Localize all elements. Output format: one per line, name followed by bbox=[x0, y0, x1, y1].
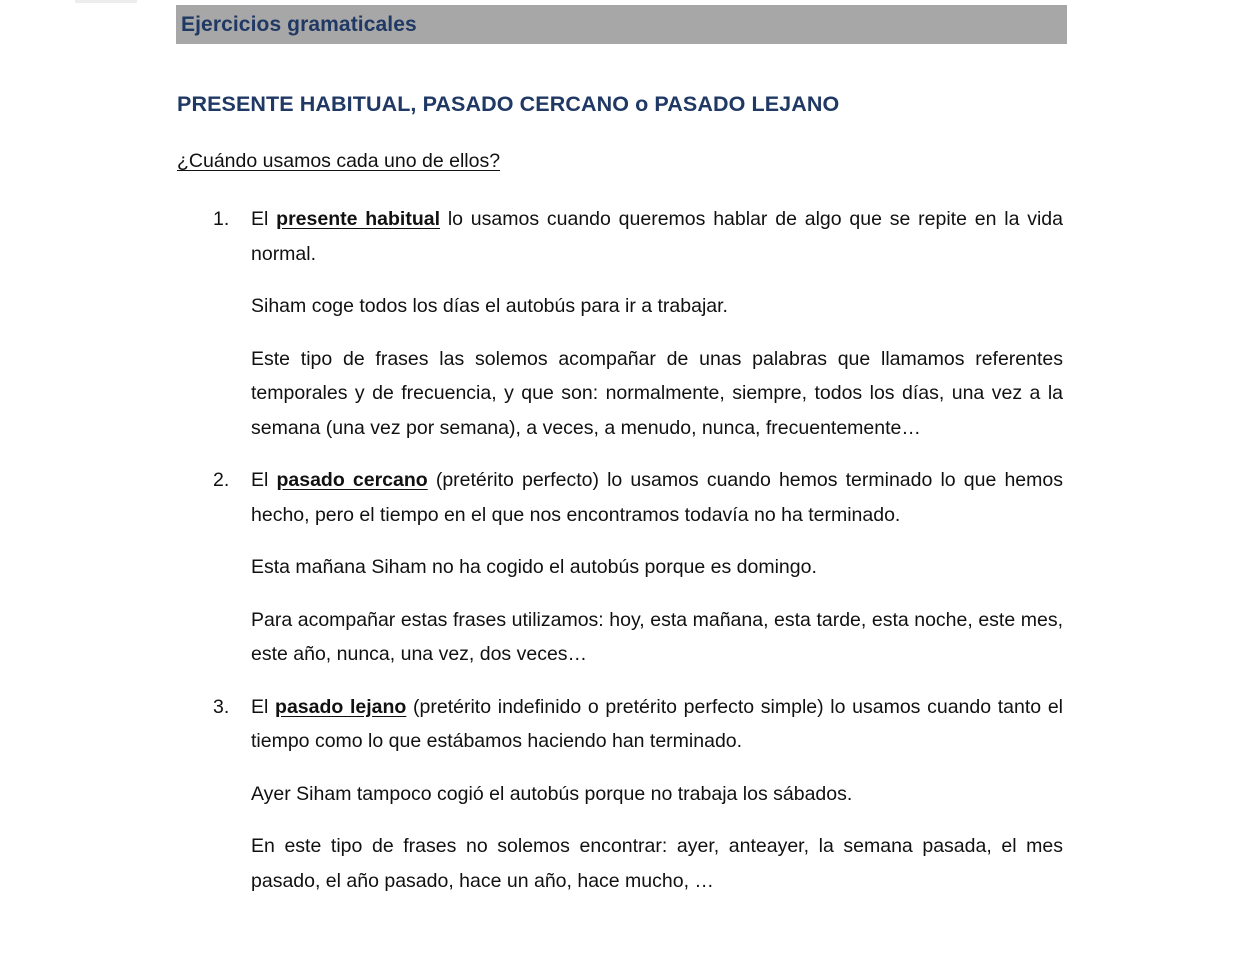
page-title: PRESENTE HABITUAL, PASADO CERCANO o PASADO LEJANO bbox=[177, 92, 840, 116]
grammar-term: pasado cercano bbox=[276, 469, 428, 491]
example-sentence: Ayer Siham tampoco cogió el autobús porque no trabaja los sábados. bbox=[251, 782, 853, 805]
list-item-number: 2. bbox=[213, 469, 230, 491]
list-item-body bbox=[251, 690, 1063, 917]
document-body bbox=[177, 92, 1063, 916]
definition-rest: (pretérito indefinido o pretérito perfecto simple) lo usamos cuando tanto el tiempo como lo que estábamos haciendo han terminado. bbox=[251, 695, 1063, 752]
list-item-number: 3. bbox=[213, 695, 230, 718]
numbered-list bbox=[177, 202, 1063, 916]
list-item-2 bbox=[177, 463, 1063, 690]
definition-rest: (pretérito perfecto) lo usamos cuando hemos terminado lo que hemos hecho, pero el tiempo en el que nos encontramos todavía no ha terminado. bbox=[251, 469, 1063, 526]
usage-note: Este tipo de frases las solemos acompañar de unas palabras que llamamos referentes temporales y de frecuencia, y que son: normalmente, siempre, todos los días, una vez a la semana (una vez por semana), a veces, a menudo, nunca, frecuentemente… bbox=[251, 347, 1063, 439]
scan-artifact bbox=[75, 0, 137, 3]
definition-paragraph bbox=[251, 202, 1063, 271]
usage-note: Para acompañar estas frases utilizamos: hoy, esta mañana, esta tarde, esta noche, este mes, este año, nunca, una vez, dos veces… bbox=[251, 608, 1063, 665]
subtitle-question: ¿Cuándo usamos cada uno de ellos? bbox=[177, 150, 501, 172]
definition-lead: El bbox=[251, 208, 277, 230]
list-item-body bbox=[251, 202, 1063, 463]
example-sentence: Siham coge todos los días el autobús para ir a trabajar. bbox=[251, 295, 728, 317]
definition-paragraph bbox=[251, 690, 1063, 759]
definition-rest: lo usamos cuando queremos hablar de algo que se repite en la vida normal. bbox=[251, 208, 1063, 265]
list-item-3 bbox=[177, 690, 1063, 917]
grammar-term: presente habitual bbox=[276, 208, 441, 230]
definition-lead: El bbox=[251, 695, 276, 718]
usage-note: En este tipo de frases no solemos encontrar: ayer, anteayer, la semana pasada, el mes pasado, el año pasado, hace un año, hace mucho, … bbox=[251, 835, 1063, 892]
section-title: Ejercicios gramaticales bbox=[181, 12, 417, 36]
list-item-number: 1. bbox=[213, 208, 230, 230]
list-item-body bbox=[251, 463, 1063, 690]
section-header-bar bbox=[176, 5, 1067, 44]
definition-lead: El bbox=[251, 469, 277, 491]
example-sentence: Esta mañana Siham no ha cogido el autobús porque es domingo. bbox=[251, 556, 817, 578]
definition-paragraph bbox=[251, 463, 1063, 532]
grammar-term: pasado lejano bbox=[275, 695, 407, 718]
list-item-1 bbox=[177, 202, 1063, 463]
